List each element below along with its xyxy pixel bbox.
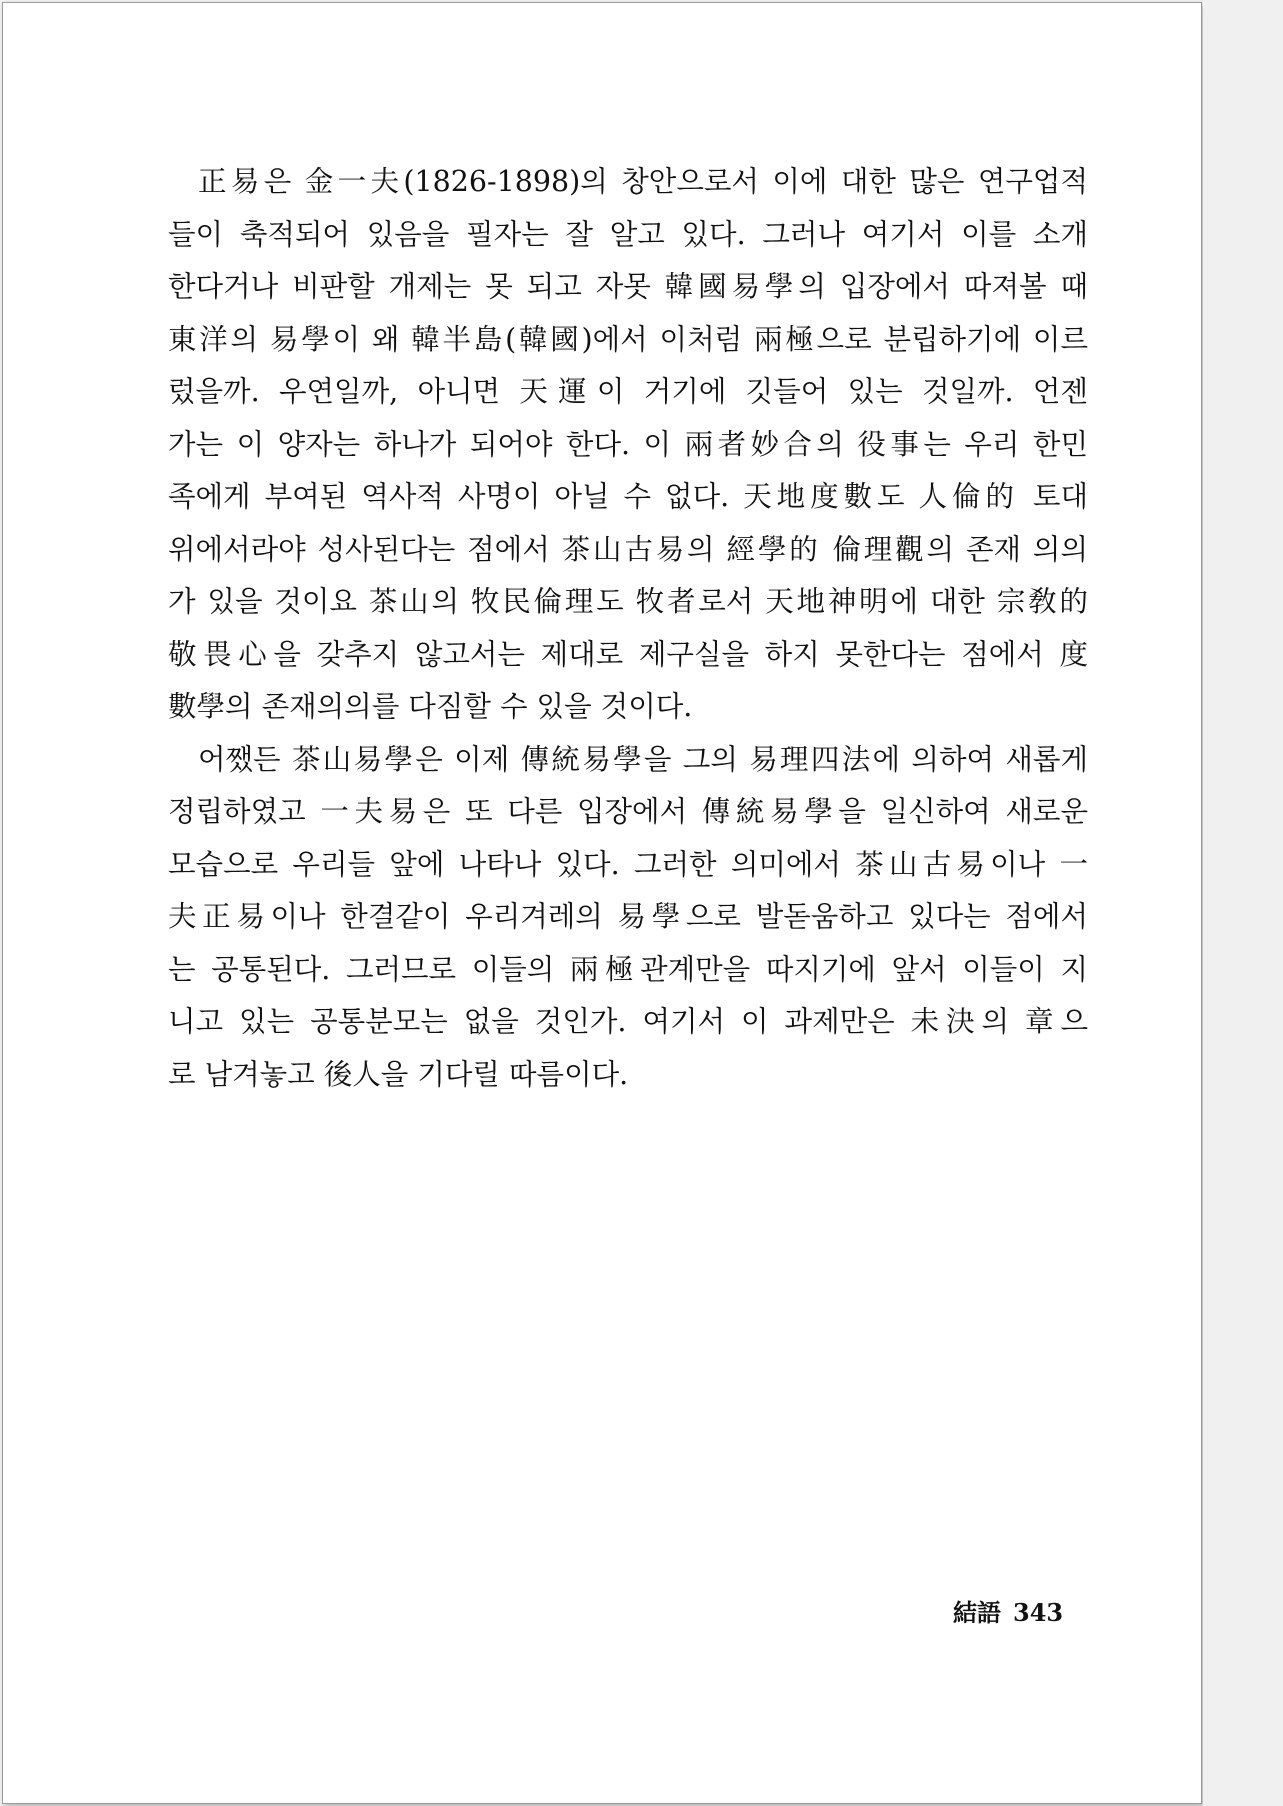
text-line: 敬畏心을 갖추지 않고서는 제대로 제구실을 하지 못한다는 점에서 度 bbox=[168, 637, 1088, 671]
document-page bbox=[2, 2, 1202, 1804]
text-line: 어쨌든 茶山易學은 이제 傳統易學을 그의 易理四法에 의하여 새롭게 bbox=[198, 742, 1088, 776]
text-line: 夫正易이나 한결같이 우리겨레의 易學으로 발돋움하고 있다는 점에서 bbox=[168, 900, 1088, 933]
text-line: 들이 축적되어 있음을 필자는 잘 알고 있다. 그러나 여기서 이를 소개 bbox=[168, 217, 1088, 251]
text-line: 가는 이 양자는 하나가 되어야 한다. 이 兩者妙合의 役事는 우리 한민 bbox=[168, 427, 1088, 461]
text-line: 는 공통된다. 그러므로 이들의 兩極관계만을 따지기에 앞서 이들이 지 bbox=[168, 952, 1088, 986]
text-line: 모습으로 우리들 앞에 나타나 있다. 그러한 의미에서 茶山古易이나 一 bbox=[168, 847, 1088, 881]
page-number: 343 bbox=[1013, 1598, 1064, 1627]
text-line: 東洋의 易學이 왜 韓半島(韓國)에서 이처럼 兩極으로 분립하기에 이르 bbox=[168, 322, 1088, 356]
text-line: 정립하였고 一夫易은 또 다른 입장에서 傳統易學을 일신하여 새로운 bbox=[168, 795, 1088, 828]
text-line: 족에게 부여된 역사적 사명이 아닐 수 없다. 天地度數도 人倫的 토대 bbox=[168, 480, 1088, 513]
text-line: 위에서라야 성사된다는 점에서 茶山古易의 經學的 倫理觀의 존재 의의 bbox=[168, 532, 1088, 566]
body-text bbox=[168, 156, 1088, 1101]
text-line: 正易은 金一夫(1826-1898)의 창안으로서 이에 대한 많은 연구업적 bbox=[198, 165, 1088, 198]
page-footer bbox=[953, 1593, 1063, 1628]
running-footer-title: 結語 bbox=[953, 1598, 1001, 1627]
viewer-background bbox=[1203, 0, 1283, 1806]
text-line: 로 남겨놓고 後人을 기다릴 따름이다. bbox=[168, 1057, 629, 1091]
text-line: 니고 있는 공통분모는 없을 것인가. 여기서 이 과제만은 未決의 章으 bbox=[168, 1005, 1088, 1038]
text-line: 數學의 존재의의를 다짐할 수 있을 것이다. bbox=[168, 690, 693, 723]
text-line: 렀을까. 우연일까, 아니면 天運이 거기에 깃들어 있는 것일까. 언젠 bbox=[168, 375, 1088, 408]
text-line: 가 있을 것이요 茶山의 牧民倫理도 牧者로서 天地神明에 대한 宗敎的 bbox=[168, 585, 1088, 618]
text-line: 한다거나 비판할 개제는 못 되고 자못 韓國易學의 입장에서 따져볼 때 bbox=[168, 270, 1088, 303]
